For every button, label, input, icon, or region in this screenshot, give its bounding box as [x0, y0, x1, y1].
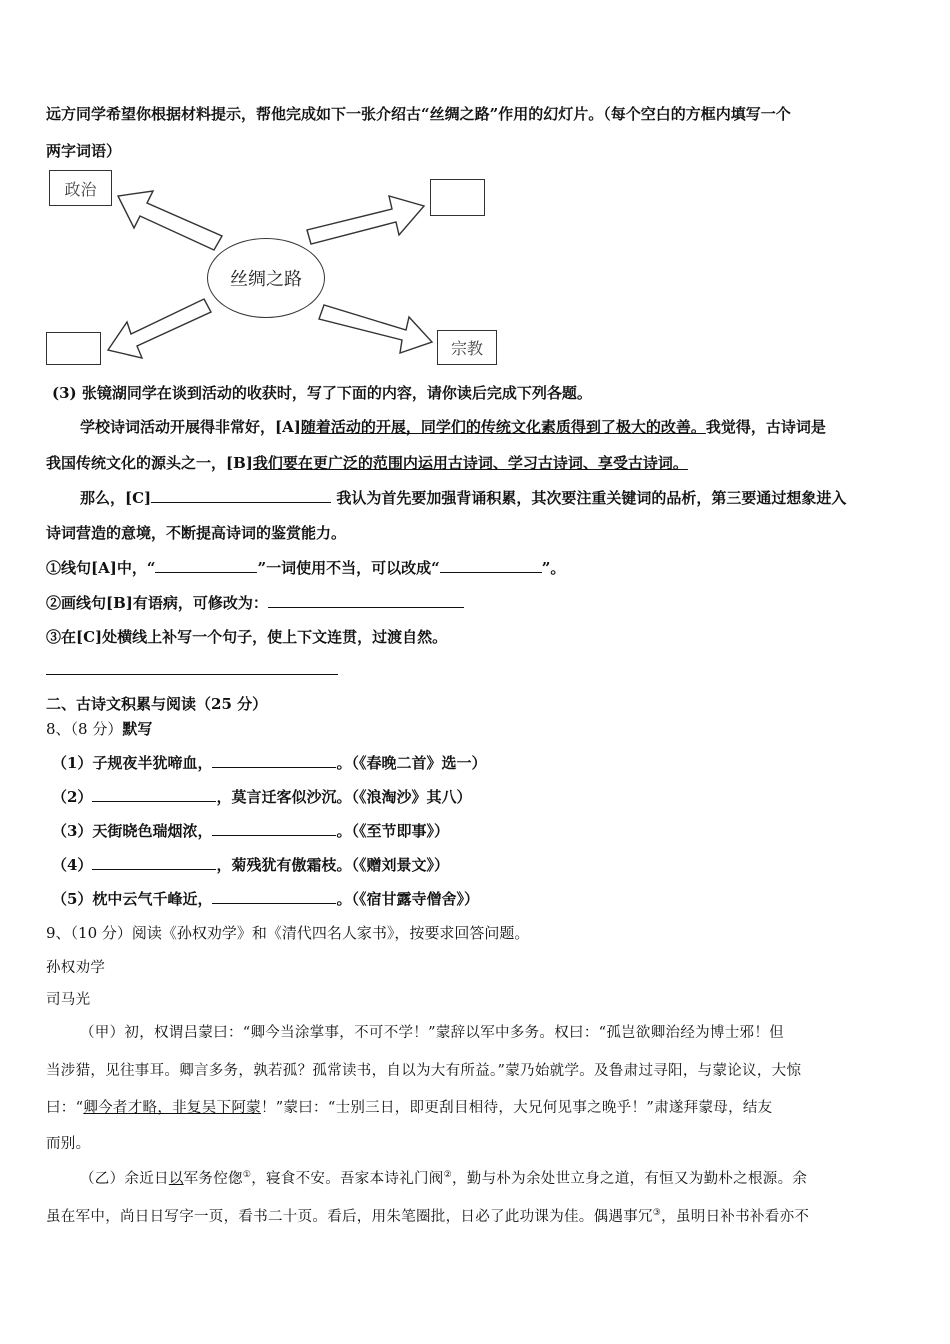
q8-item-3: （3）天街晓色瑞烟浓， 。（《至节即事》）	[52, 822, 449, 840]
answer-line-c[interactable]	[46, 674, 338, 675]
passage-jia-line-1: （甲）初，权谓吕蒙曰：“卿今当涂掌事，不可不学！”蒙辞以军中多务。权曰：“孤岂欲卿治经为博士邪！但	[80, 1025, 784, 1041]
q3-para-line-3: 那么，[C] 我认为首先要加强背诵积累，其次要注重关键词的品析，第三要通过想象进入	[80, 489, 847, 507]
blank-wrong-word[interactable]	[155, 557, 257, 573]
passage-jia-line-2: 当涉猎，见往事耳。卿言多务，孰若孤？孤常读书，自以为大有所益。”蒙乃始就学。及鲁肃过寻阳，与蒙论议，大惊	[46, 1063, 802, 1079]
arrow-to-top-right	[307, 196, 424, 244]
section2-title: 二、古诗文积累与阅读（25 分）	[46, 695, 268, 713]
passage-jia-line-4: 而别。	[46, 1136, 91, 1152]
q3-para-line-4: 诗词营造的意境，不断提高诗词的鉴赏能力。	[46, 524, 347, 542]
passage-author: 司马光	[46, 992, 91, 1008]
arrow-to-bottom-left	[108, 299, 211, 358]
box-politics: 政治	[49, 170, 112, 206]
underline-yi: 以	[168, 1171, 184, 1187]
intro-line-1: 远方同学希望你根据材料提示，帮他完成如下一张介绍古“丝绸之路”作用的幻灯片。（每个空白的方框内填写一个	[46, 105, 791, 123]
q8-item-4: （4） ，菊残犹有傲霜枝。（《赠刘景文》）	[52, 856, 449, 874]
q8-item-1: （1）子规夜半犹啼血， 。（《春晚二首》选一）	[52, 754, 487, 772]
passage-yi-line-2: 虽在军中，尚日日写字一页，看书二十页。看后，用朱笔圈批，日必了此功课为佳。偶遇事冗③，虽明日补书补看亦不	[46, 1208, 810, 1225]
q3-sub-1: ①线句[A]中，“ ”一词使用不当，可以改成“ ”。	[46, 559, 566, 577]
underline-a: 随着活动的开展，同学们的传统文化素质得到了极大的改善。	[300, 418, 706, 436]
q3-title: (3) 张镜湖同学在谈到活动的收获时，写了下面的内容，请你读后完成下列各题。	[52, 384, 592, 402]
blank-revision[interactable]	[268, 592, 464, 608]
q3-sub-3: ③在[C]处横线上补写一个句子，使上下文连贯，过渡自然。	[46, 628, 448, 646]
box-top-right-blank	[430, 179, 485, 216]
blank-c[interactable]	[151, 487, 331, 503]
passage-yi-line-1: （乙）余近日以军务倥偬①，寝食不安。吾家本诗礼门阀②，勤与朴为余处世立身之道，有恒又为勤朴之根源。余	[80, 1170, 808, 1187]
blank-item-4[interactable]	[92, 854, 216, 870]
arrow-to-religion	[319, 305, 432, 353]
blank-item-2[interactable]	[92, 786, 216, 802]
blank-item-5[interactable]	[212, 888, 336, 904]
center-silk-road: 丝绸之路	[207, 238, 325, 318]
q3-para-line-1: 学校诗词活动开展得非常好，[A]随着活动的开展，同学们的传统文化素质得到了极大的改善。我觉得，古诗词是	[80, 418, 826, 436]
underline-b: 我们要在更广泛的范围内运用古诗词、学习古诗词、享受古诗词。	[252, 454, 688, 472]
blank-replacement[interactable]	[440, 557, 542, 573]
q8-item-2: （2） ，莫言迁客似沙沉。（《浪淘沙》其八）	[52, 788, 472, 806]
q3-para-line-2: 我国传统文化的源头之一，[B]我们要在更广泛的范围内运用古诗词、学习古诗词、享受古诗词。	[46, 454, 688, 472]
blank-item-1[interactable]	[212, 752, 336, 768]
q9-heading: 9、（10 分）阅读《孙权劝学》和《清代四名人家书》，按要求回答问题。	[46, 924, 530, 942]
blank-item-3[interactable]	[212, 820, 336, 836]
q3-sub-2: ②画线句[B]有语病，可修改为：	[46, 592, 464, 613]
arrow-to-politics	[118, 191, 222, 250]
intro-line-2: 两字词语）	[46, 142, 122, 160]
q8-heading: 8、（8 分）默写	[46, 720, 153, 738]
passage-jia-line-3: 曰：“卿今者才略，非复吴下阿蒙！”蒙曰：“士别三日，即更刮目相待，大兄何见事之晚乎！”肃遂拜蒙母，结友	[46, 1100, 773, 1116]
passage-title: 孙权劝学	[46, 960, 106, 976]
q8-item-5: （5）枕中云气千峰近， 。（《宿甘露寺僧舍》）	[52, 890, 479, 908]
box-religion: 宗教	[437, 330, 497, 365]
underline-jia: 卿今者才略，非复吴下阿蒙	[83, 1100, 261, 1116]
box-bottom-left-blank	[46, 332, 101, 365]
